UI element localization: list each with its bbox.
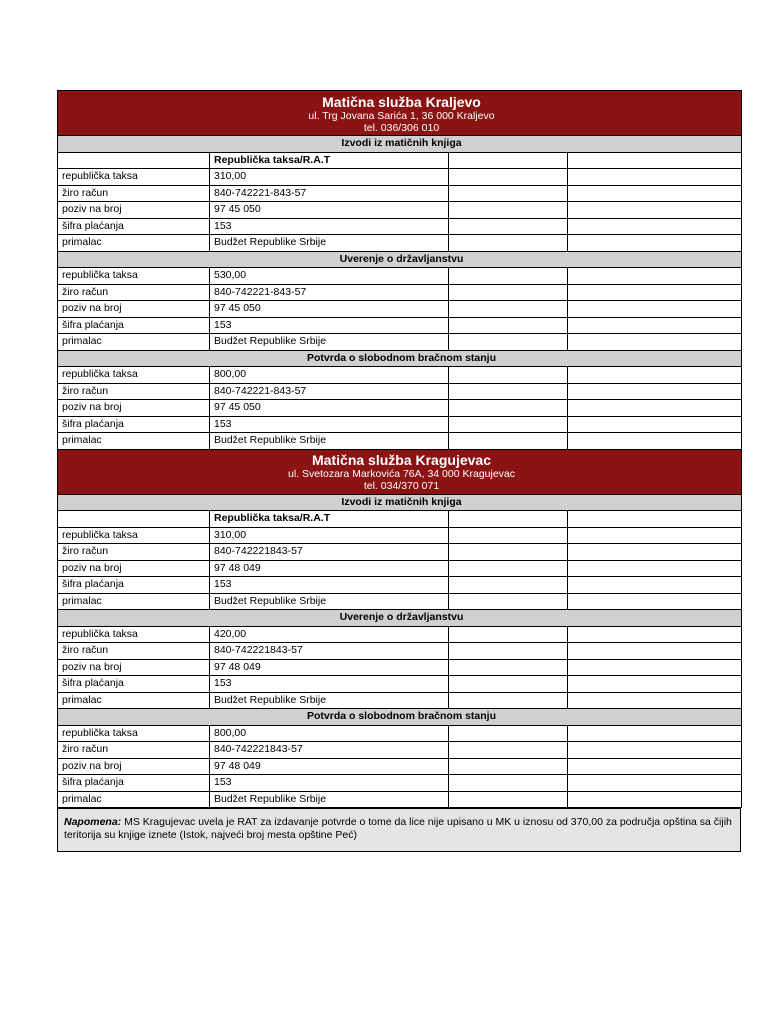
table-row	[58, 593, 742, 610]
table-row	[58, 235, 742, 252]
table-row	[58, 383, 742, 400]
row-value: 840-742221-843-57	[210, 383, 449, 400]
section-heading: Potvrda o slobodnom bračnom stanju	[58, 350, 742, 367]
row-value: 420,00	[210, 626, 449, 643]
row-value: 840-742221843-57	[210, 742, 449, 759]
row-label: poziv na broj	[58, 301, 210, 318]
office-title: Matična služba Kragujevac	[312, 452, 491, 468]
table-row	[58, 626, 742, 643]
table-row	[58, 643, 742, 660]
row-label: žiro račun	[58, 383, 210, 400]
table-row	[58, 560, 742, 577]
empty-cell	[449, 317, 568, 334]
row-label: primalac	[58, 791, 210, 808]
note-text: MS Kragujevac uvela je RAT za izdavanje potvrde o tome da lice nije upisano u MK u iznosu od 370,00 za područja opština sa čijih teritorija su knjige iznete (Istok, najveći broj mesta opštine Peć)	[64, 816, 732, 841]
row-label: šifra plaćanja	[58, 577, 210, 594]
note-label: Napomena:	[64, 816, 122, 828]
row-value: 153	[210, 577, 449, 594]
empty-cell	[568, 218, 742, 235]
office-phone: tel. 034/370 071	[363, 480, 440, 492]
empty-cell	[568, 659, 742, 676]
row-value: 530,00	[210, 268, 449, 285]
table-row	[58, 218, 742, 235]
table-row	[58, 676, 742, 693]
table-row	[58, 169, 742, 186]
table-row	[58, 544, 742, 561]
table-row	[58, 284, 742, 301]
empty-cell	[568, 758, 742, 775]
row-value: 310,00	[210, 169, 449, 186]
table-row	[58, 692, 742, 709]
section-heading-row	[58, 610, 742, 627]
empty-cell	[568, 433, 742, 450]
empty-cell	[568, 317, 742, 334]
fee-document	[57, 90, 741, 852]
empty-cell	[449, 593, 568, 610]
empty-cell	[449, 511, 568, 528]
empty-cell	[568, 775, 742, 792]
empty-cell	[568, 185, 742, 202]
empty-cell	[449, 725, 568, 742]
empty-cell	[449, 202, 568, 219]
empty-cell	[568, 593, 742, 610]
row-label: primalac	[58, 593, 210, 610]
section-heading: Potvrda o slobodnom bračnom stanju	[58, 709, 742, 726]
row-label: republička taksa	[58, 527, 210, 544]
office-header	[58, 449, 742, 494]
empty-cell	[449, 626, 568, 643]
row-value: 800,00	[210, 725, 449, 742]
row-value: 153	[210, 218, 449, 235]
table-row	[58, 317, 742, 334]
empty-cell	[568, 169, 742, 186]
row-value: 310,00	[210, 527, 449, 544]
empty-cell	[449, 284, 568, 301]
column-header: Republička taksa/R.A.T	[210, 511, 449, 528]
row-value: 153	[210, 775, 449, 792]
empty-cell	[568, 152, 742, 169]
row-value: 97 45 050	[210, 202, 449, 219]
empty-cell	[449, 383, 568, 400]
column-header: Republička taksa/R.A.T	[210, 152, 449, 169]
table-row	[58, 758, 742, 775]
section-heading: Izvodi iz matičnih knjiga	[58, 494, 742, 511]
section-heading-row	[58, 136, 742, 153]
empty-cell	[568, 692, 742, 709]
section-heading-row	[58, 251, 742, 268]
empty-cell	[449, 791, 568, 808]
row-value: Budžet Republike Srbije	[210, 334, 449, 351]
empty-cell	[568, 367, 742, 384]
empty-cell	[568, 527, 742, 544]
row-value: 153	[210, 676, 449, 693]
empty-cell	[449, 560, 568, 577]
empty-cell	[568, 202, 742, 219]
row-label: žiro račun	[58, 742, 210, 759]
empty-cell	[449, 692, 568, 709]
row-value: Budžet Republike Srbije	[210, 791, 449, 808]
office-title: Matična služba Kraljevo	[322, 93, 481, 110]
empty-cell	[449, 218, 568, 235]
empty-cell	[449, 433, 568, 450]
empty-cell	[449, 544, 568, 561]
empty-cell	[568, 268, 742, 285]
row-value: Budžet Republike Srbije	[210, 692, 449, 709]
table-row	[58, 775, 742, 792]
empty-cell	[568, 626, 742, 643]
row-label: žiro račun	[58, 643, 210, 660]
row-label: žiro račun	[58, 185, 210, 202]
empty-cell	[568, 676, 742, 693]
row-value: 800,00	[210, 367, 449, 384]
empty-cell	[449, 742, 568, 759]
row-label: primalac	[58, 433, 210, 450]
row-label: primalac	[58, 692, 210, 709]
column-header-row	[58, 152, 742, 169]
empty-cell	[449, 400, 568, 417]
office-phone: tel. 036/306 010	[363, 121, 440, 134]
empty-cell	[568, 577, 742, 594]
note-box	[57, 808, 741, 852]
office-address: ul. Trg Jovana Sarića 1, 36 000 Kraljevo	[308, 109, 495, 122]
row-value: 97 45 050	[210, 301, 449, 318]
empty-cell	[568, 511, 742, 528]
row-label: šifra plaćanja	[58, 317, 210, 334]
row-label: poziv na broj	[58, 659, 210, 676]
office-header	[58, 91, 742, 136]
empty-cell	[449, 577, 568, 594]
row-label: žiro račun	[58, 544, 210, 561]
empty-cell	[449, 643, 568, 660]
empty-cell	[568, 400, 742, 417]
empty-cell	[449, 676, 568, 693]
section-heading: Uverenje o državljanstvu	[58, 251, 742, 268]
row-value: 840-742221-843-57	[210, 284, 449, 301]
row-label: šifra plaćanja	[58, 775, 210, 792]
row-value: Budžet Republike Srbije	[210, 593, 449, 610]
row-value: 97 48 049	[210, 560, 449, 577]
empty-cell	[449, 416, 568, 433]
empty-cell	[449, 775, 568, 792]
empty-cell	[449, 367, 568, 384]
empty-cell	[568, 544, 742, 561]
section-heading-row	[58, 494, 742, 511]
row-label: šifra plaćanja	[58, 416, 210, 433]
table-row	[58, 301, 742, 318]
table-row	[58, 659, 742, 676]
empty-cell	[58, 152, 210, 169]
table-row	[58, 416, 742, 433]
empty-cell	[568, 643, 742, 660]
empty-cell	[568, 791, 742, 808]
office-address: ul. Svetozara Markovića 76A, 34 000 Kragujevac	[287, 468, 516, 480]
row-value: 97 48 049	[210, 659, 449, 676]
empty-cell	[568, 742, 742, 759]
row-label: poziv na broj	[58, 560, 210, 577]
table-row	[58, 577, 742, 594]
section-heading: Izvodi iz matičnih knjiga	[58, 136, 742, 153]
table-row	[58, 400, 742, 417]
row-label: šifra plaćanja	[58, 676, 210, 693]
empty-cell	[568, 334, 742, 351]
table-row	[58, 202, 742, 219]
row-value: 97 45 050	[210, 400, 449, 417]
row-value: 153	[210, 416, 449, 433]
row-value: Budžet Republike Srbije	[210, 235, 449, 252]
empty-cell	[568, 235, 742, 252]
empty-cell	[449, 301, 568, 318]
empty-cell	[449, 169, 568, 186]
row-label: republička taksa	[58, 725, 210, 742]
column-header-row	[58, 511, 742, 528]
row-value: 840-742221843-57	[210, 643, 449, 660]
row-label: poziv na broj	[58, 202, 210, 219]
empty-cell	[568, 416, 742, 433]
table-row	[58, 185, 742, 202]
empty-cell	[449, 268, 568, 285]
fee-table	[57, 90, 742, 808]
table-row	[58, 268, 742, 285]
section-heading-row	[58, 350, 742, 367]
table-row	[58, 367, 742, 384]
row-label: republička taksa	[58, 626, 210, 643]
section-heading-row	[58, 709, 742, 726]
table-row	[58, 527, 742, 544]
empty-cell	[449, 659, 568, 676]
row-label: primalac	[58, 334, 210, 351]
row-label: poziv na broj	[58, 400, 210, 417]
office-header-row	[58, 449, 742, 494]
table-row	[58, 433, 742, 450]
empty-cell	[449, 334, 568, 351]
row-label: šifra plaćanja	[58, 218, 210, 235]
row-label: poziv na broj	[58, 758, 210, 775]
table-row	[58, 334, 742, 351]
row-value: 840-742221-843-57	[210, 185, 449, 202]
section-heading: Uverenje o državljanstvu	[58, 610, 742, 627]
row-label: republička taksa	[58, 367, 210, 384]
empty-cell	[449, 527, 568, 544]
row-value: 153	[210, 317, 449, 334]
row-label: primalac	[58, 235, 210, 252]
empty-cell	[568, 284, 742, 301]
row-label: žiro račun	[58, 284, 210, 301]
empty-cell	[449, 152, 568, 169]
row-label: republička taksa	[58, 268, 210, 285]
empty-cell	[568, 383, 742, 400]
empty-cell	[568, 560, 742, 577]
empty-cell	[58, 511, 210, 528]
empty-cell	[568, 301, 742, 318]
row-label: republička taksa	[58, 169, 210, 186]
row-value: 840-742221843-57	[210, 544, 449, 561]
empty-cell	[449, 185, 568, 202]
table-row	[58, 742, 742, 759]
empty-cell	[449, 235, 568, 252]
row-value: Budžet Republike Srbije	[210, 433, 449, 450]
office-header-row	[58, 91, 742, 136]
table-row	[58, 725, 742, 742]
table-row	[58, 791, 742, 808]
empty-cell	[568, 725, 742, 742]
row-value: 97 48 049	[210, 758, 449, 775]
empty-cell	[449, 758, 568, 775]
